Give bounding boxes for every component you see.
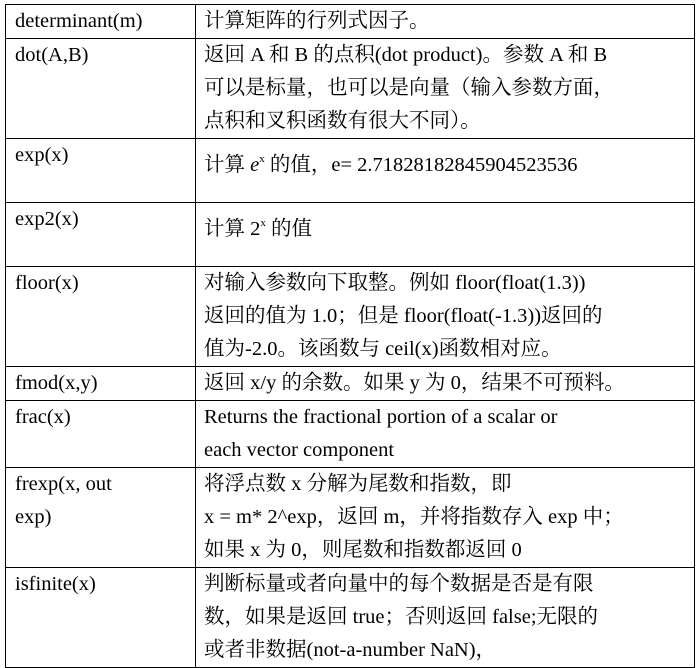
description-line: 如果 x 为 0，则尾数和指数都返回 0 [204,539,522,561]
description-line: 或者非数据(not-a-number NaN)， [204,639,497,661]
description-cell [196,568,695,668]
description-cell [196,203,695,267]
description-line [204,149,692,182]
description-line: each vector component [204,439,395,461]
function-name-cell [6,203,196,267]
description-line: 返回 A 和 B 的点积(dot product)。参数 A 和 B [204,44,608,66]
description-line: 计算矩阵的行列式因子。 [204,10,430,32]
function-name: exp) [15,506,52,528]
table-row [6,468,695,568]
description-line: 可以是标量，也可以是向量（输入参数方面， [204,77,614,99]
function-name: exp(x) [15,144,69,166]
function-name: fmod(x,y) [15,372,98,394]
function-name: isfinite(x) [15,573,96,595]
description-line: 点积和叉积函数有很大不同）。 [204,110,481,132]
description-line [204,213,692,246]
description-line: Returns the fractional portion of a scalar or [204,406,558,428]
description-suffix: 的值，e= 2.71828182845904523536 [264,154,578,176]
function-name: floor(x) [15,272,79,294]
table-row [6,139,695,203]
description-prefix: 计算 [204,218,251,240]
description-cell [196,468,695,568]
function-name-cell [6,267,196,367]
function-name: frac(x) [15,406,71,428]
function-reference-table [5,4,695,668]
table-row [6,5,695,39]
function-name-cell [6,39,196,139]
function-name-cell [6,468,196,568]
exponent-superscript: x [260,217,266,229]
function-name-cell [6,139,196,203]
function-name-cell [6,401,196,468]
function-name: dot(A,B) [15,44,89,66]
description-line: 对输入参数向下取整。例如 floor(float(1.3)) [204,272,586,294]
description-line: 返回 x/y 的余数。如果 y 为 0，结果不可预料。 [204,372,625,394]
description-prefix: 计算 [204,154,251,176]
function-name: exp2(x) [15,208,79,230]
description-cell [196,367,695,401]
function-name: determinant(m) [15,10,143,32]
table-row [6,367,695,401]
table-row [6,568,695,668]
description-cell [196,39,695,139]
description-line: 判断标量或者向量中的每个数据是否是有限 [204,573,594,595]
description-line: 返回的值为 1.0；但是 floor(float(-1.3))返回的 [204,305,603,327]
description-cell [196,267,695,367]
function-name-cell [6,367,196,401]
function-name-cell [6,5,196,39]
description-line: x = m* 2^exp，返回 m，并将指数存入 exp 中； [204,506,624,528]
exponent-superscript: x [259,153,265,165]
description-cell [196,139,695,203]
description-cell [196,5,695,39]
function-name-cell [6,568,196,668]
description-line: 将浮点数 x 分解为尾数和指数，即 [204,473,512,495]
exponent-base: e [250,154,260,176]
table-row [6,267,695,367]
table-row [6,39,695,139]
table-row [6,203,695,267]
description-line: 值为-2.0。该函数与 ceil(x)函数相对应。 [204,338,562,360]
table-row [6,401,695,468]
exponent-base: 2 [250,218,261,240]
function-name: frexp(x, out [15,473,112,495]
description-line: 数，如果是返回 true；否则返回 false;无限的 [204,606,599,628]
description-cell [196,401,695,468]
description-suffix: 的值 [265,218,312,240]
